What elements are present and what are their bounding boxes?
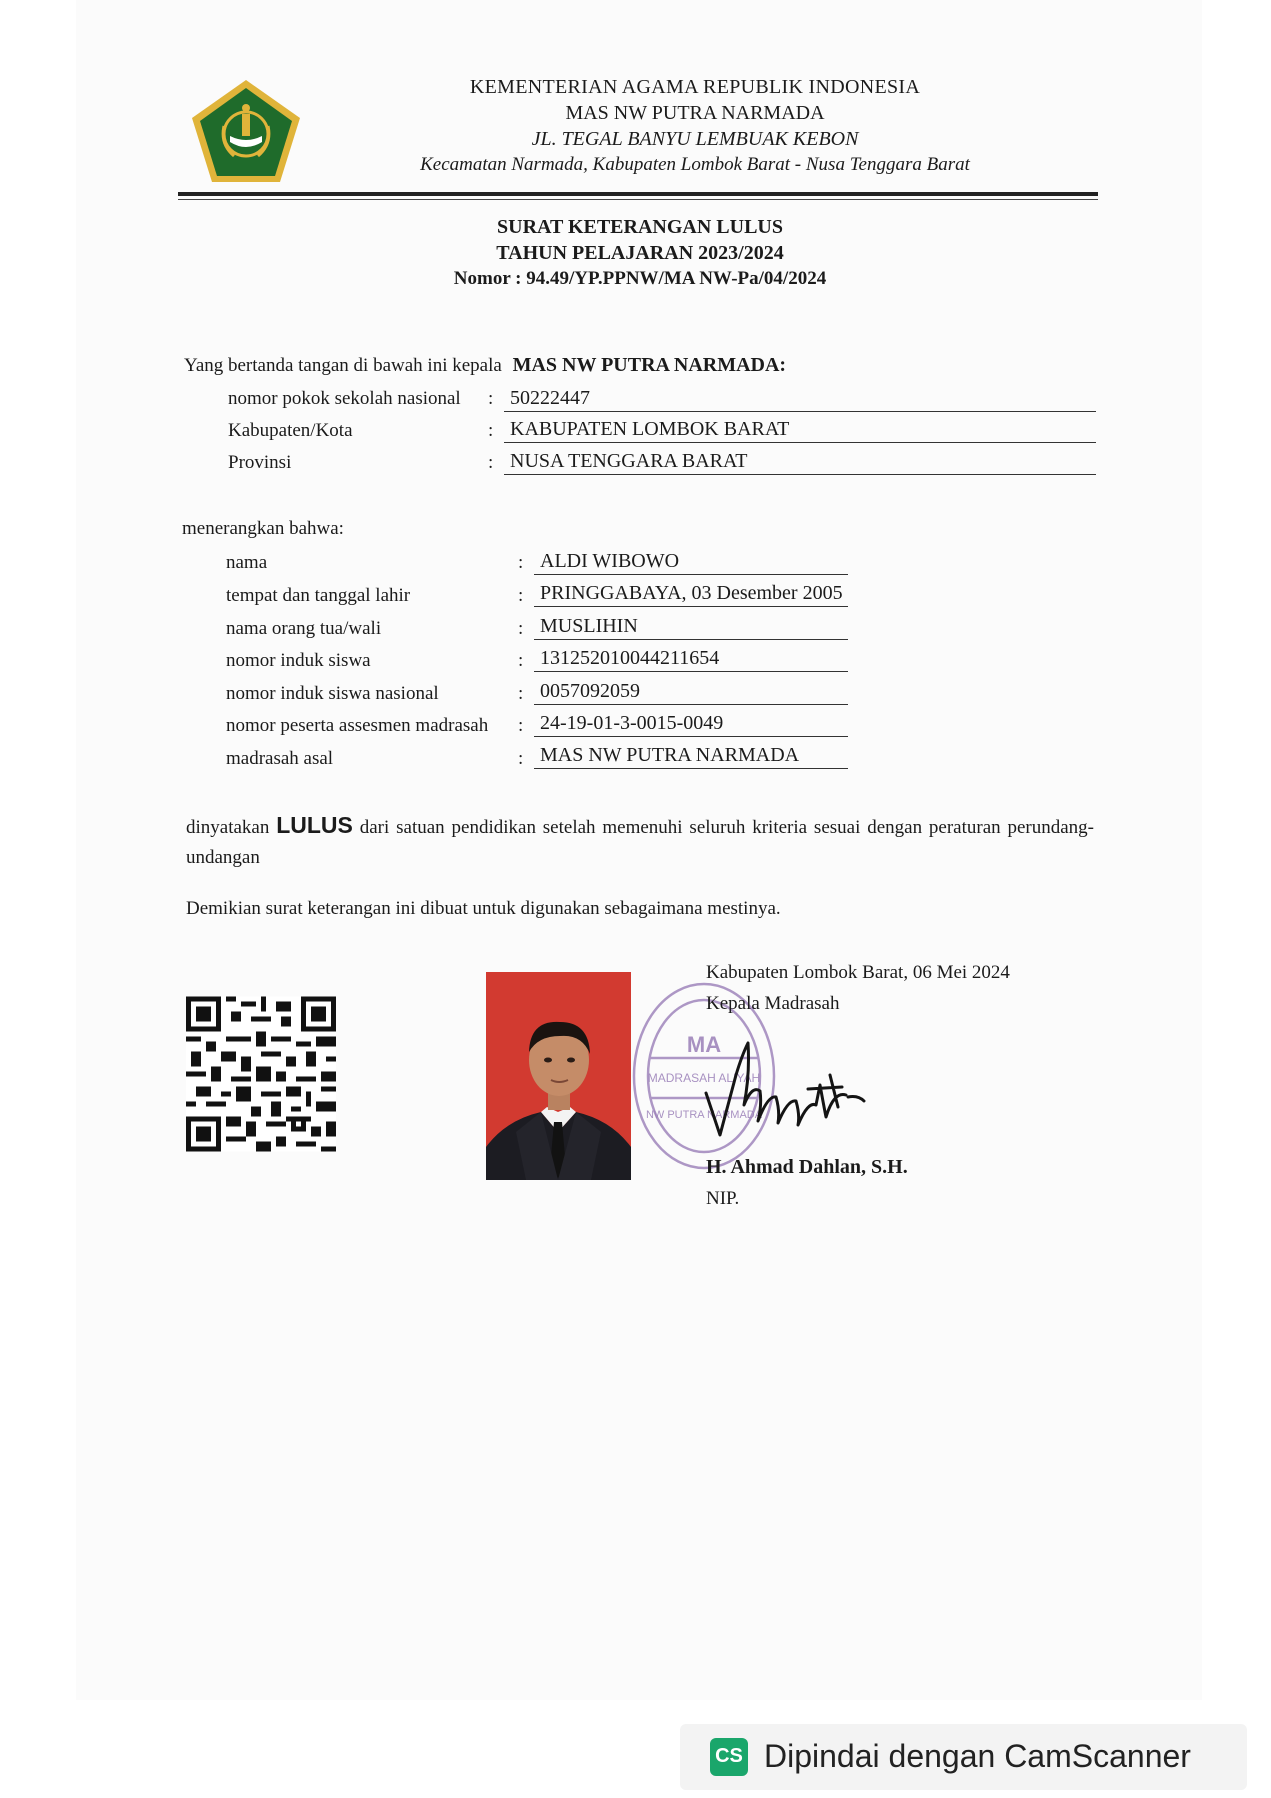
school-field-label: Provinsi: [228, 452, 292, 473]
school-field-label: nomor pokok sekolah nasional: [228, 388, 461, 409]
closing-text: Demikian surat keterangan ini dibuat untuk digunakan sebagaimana mestinya.: [186, 898, 781, 919]
handwritten-signature: [700, 1035, 870, 1145]
colon: :: [518, 748, 524, 769]
school-field-value: 50222447: [504, 385, 1096, 412]
student-field-label: madrasah asal: [226, 748, 334, 769]
student-field-label: tempat dan tanggal lahir: [226, 585, 411, 606]
student-field-value: MAS NW PUTRA NARMADA: [534, 742, 848, 769]
signer-position: Kepala Madrasah: [706, 993, 840, 1014]
student-field-label: nama orang tua/wali: [226, 618, 382, 639]
school-field-label: Kabupaten/Kota: [228, 420, 353, 441]
colon: :: [518, 715, 524, 736]
school-field-value: NUSA TENGGARA BARAT: [504, 448, 1096, 475]
qr-code-icon: [186, 996, 336, 1152]
statement-prefix: dinyatakan: [186, 817, 270, 838]
colon: :: [488, 388, 494, 409]
declares-text: menerangkan bahwa:: [182, 518, 344, 539]
header-divider-thin: [178, 199, 1098, 200]
school-address: JL. TEGAL BANYU LEMBUAK KEBON: [531, 128, 859, 150]
school-region: Kecamatan Narmada, Kabupaten Lombok Barat - Nusa Tenggara Barat: [420, 154, 970, 175]
camscanner-badge: [680, 1724, 1247, 1790]
signer-name: H. Ahmad Dahlan, S.H.: [706, 1156, 908, 1178]
colon: :: [518, 552, 524, 573]
student-field-label: nomor induk siswa nasional: [226, 683, 439, 704]
colon: :: [518, 650, 524, 671]
colon: :: [488, 452, 494, 473]
graduation-status: LULUS: [276, 812, 353, 838]
intro-text: [184, 354, 786, 377]
ministry-logo-icon: [190, 78, 302, 184]
academic-year: TAHUN PELAJARAN 2023/2024: [496, 242, 784, 264]
graduation-statement: [186, 810, 1094, 873]
intro-school-name: MAS NW PUTRA NARMADA:: [512, 354, 787, 376]
header-divider: [178, 192, 1098, 196]
student-field-value: 24-19-01-3-0015-0049: [534, 710, 848, 737]
colon: :: [518, 618, 524, 639]
stamp-middle-text: MADRASAH ALIYAH: [647, 1071, 761, 1085]
document-title: SURAT KETERANGAN LULUS: [497, 216, 783, 238]
stamp-bottom-text: NW PUTRA NARMADA: [645, 1109, 763, 1121]
camscanner-logo-icon: CS: [710, 1738, 748, 1776]
document-number: Nomor : 94.49/YP.PPNW/MA NW-Pa/04/2024: [453, 268, 827, 289]
student-field-label: nomor peserta assesmen madrasah: [226, 715, 489, 736]
student-field-label: nomor induk siswa: [226, 650, 371, 671]
statement-suffix: dari satuan pendidikan setelah memenuhi seluruh kriteria sesuai dengan peraturan perundang-undangan: [186, 817, 1095, 868]
school-name: MAS NW PUTRA NARMADA: [565, 102, 825, 124]
student-field-value: ALDI WIBOWO: [534, 548, 848, 575]
colon: :: [488, 420, 494, 441]
colon: :: [518, 585, 524, 606]
colon: :: [518, 683, 524, 704]
school-field-value: KABUPATEN LOMBOK BARAT: [504, 416, 1096, 443]
ministry-name: KEMENTERIAN AGAMA REPUBLIK INDONESIA: [469, 76, 921, 98]
student-field-value: 0057092059: [534, 678, 848, 705]
camscanner-text: Dipindai dengan CamScanner: [764, 1738, 1191, 1774]
signer-nip: NIP.: [706, 1188, 740, 1209]
student-field-value: PRINGGABAYA, 03 Desember 2005: [534, 580, 848, 607]
stamp-top-text: MA: [686, 1032, 722, 1057]
student-field-value: MUSLIHIN: [534, 613, 848, 640]
student-field-value: 131252010044211654: [534, 645, 848, 672]
signing-place-date: Kabupaten Lombok Barat, 06 Mei 2024: [706, 962, 1010, 983]
student-field-label: nama: [226, 552, 268, 573]
student-photo: [486, 972, 631, 1180]
intro-sentence: Yang bertanda tangan di bawah ini kepala: [184, 355, 502, 376]
student-portrait: [486, 972, 631, 1180]
